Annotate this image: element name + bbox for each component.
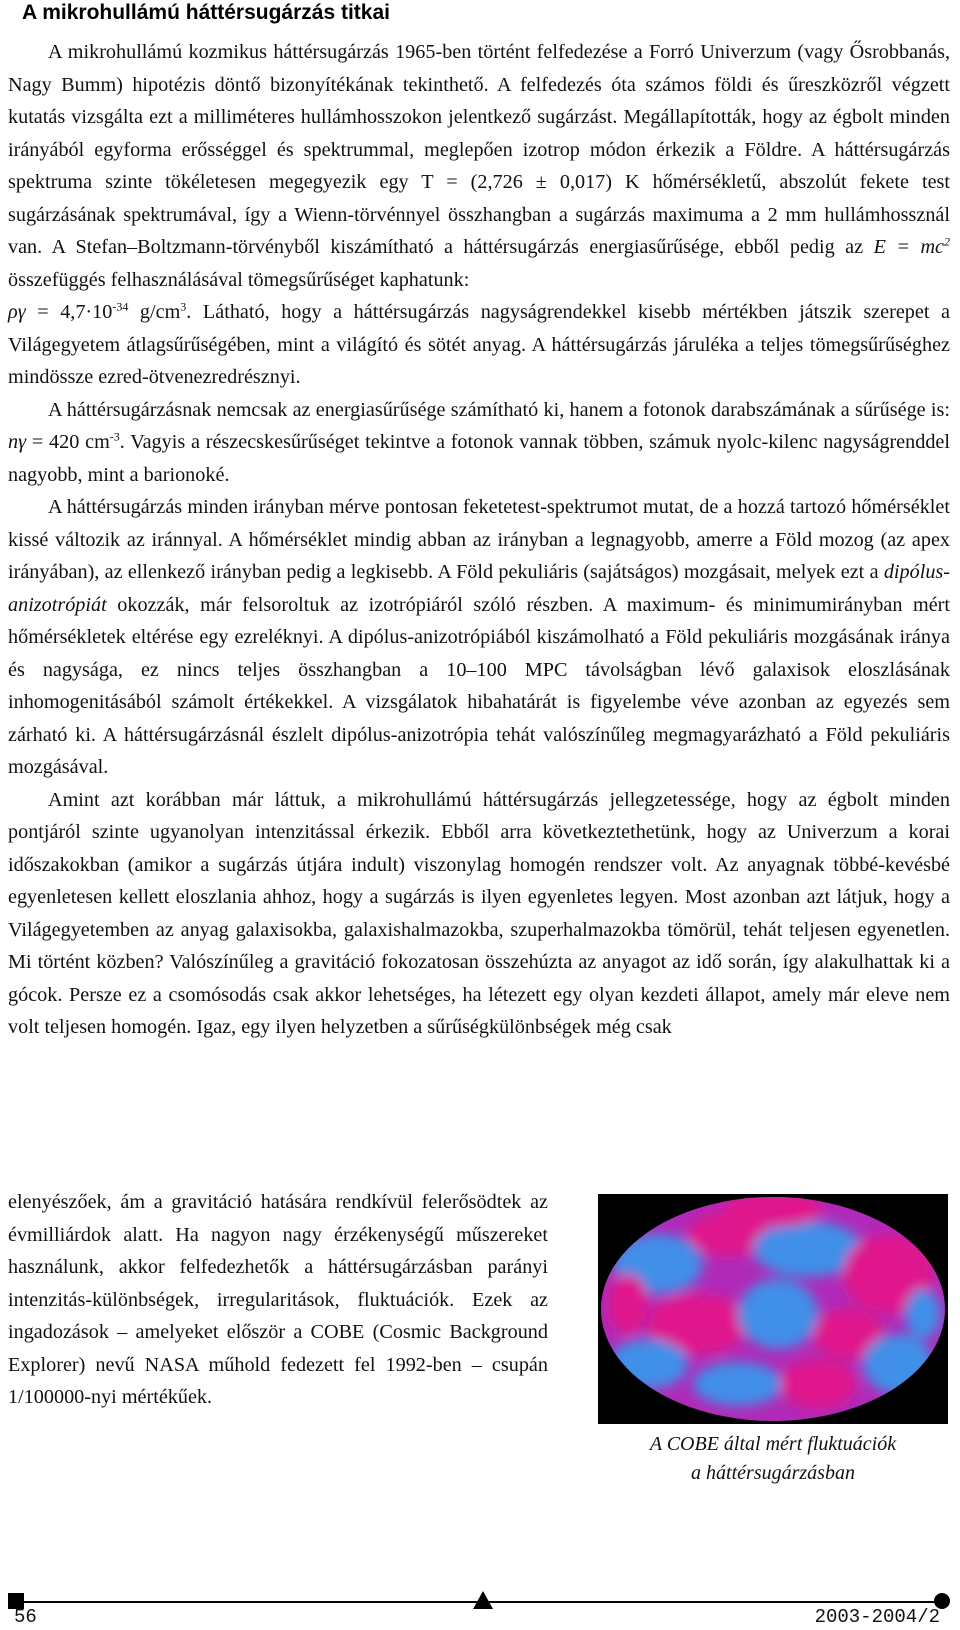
paragraph-4-continued: elenyészőek, ám a gravitáció hatására rendkívül felerősödtek az évmilliárdok alatt. Ha nagyon nagy érzékenységű műszereket használunk, akkor felfedezhetők a háttérsugárzásban parányi intenzitás-különbségek, irregularitások, fluktuációk. Ezek az ingadozások – amelyeket először a COBE (Cosmic Background Explorer) nevű NASA műhold fedezett fel 1992-ben – csupán 1/100000-nyi mértékűek. [8, 1191, 548, 1408]
caption-line-1: A COBE által mért fluktuációk [649, 1433, 897, 1455]
document-page [8, 0, 950, 1630]
cobe-figure [598, 1194, 948, 1488]
paragraph-4-continued-column [8, 1186, 548, 1414]
paragraph-1-text-b: összefüggés felhasználásával tömegsűrűséget kaphatunk: [8, 268, 470, 291]
section-heading: A mikrohullámú háttérsugárzás titkai [22, 1, 390, 24]
figure-caption [598, 1430, 948, 1488]
article-body [8, 36, 950, 1044]
paragraph-2: A háttérsugárzásnak nemcsak az energiasűrűsége számítható ki, hanem a fotonok darabszámának a sűrűsége is: nγ = 420 $cm^{-3}$. Vagyis a részecskesűrűséget tekintve a fotonok vannak többen, számuk nyolc-kilenc nagyságrenddel nagyobb, mint a barionoké. [8, 398, 950, 486]
page-number: 56 [14, 1606, 37, 1628]
caption-line-2: a háttérsugárzásban [691, 1462, 855, 1484]
cobe-sky-map-image [598, 1194, 948, 1424]
footer-triangle-marker [473, 1591, 493, 1609]
rho-symbol: ργ [8, 301, 26, 323]
paragraph-3-text-b: okozzák, már felsoroltuk az izotrópiáról szóló részben. A maximum- és minimumirányban mért hőmérsékletek eltérése egy ezreléknyi. A dipólus-anizotrópiából kiszámolható a Föld pekuliáris mozgásának iránya és nagysága, ez nincs teljes összhangban a 10–100 MPC távolságban lévő galaxisok eloszlásának inhomogenitásából számolt értékekkel. A vizsgálatok hibahatárát is figyelembe véve azonban az egyezés sem zárható ki. A háttérsugárzásnál észlelt dipólus-anizotrópia tehát valószínűleg megmagyarázható a Föld pekuliáris mozgásával. [8, 593, 950, 778]
formula-emc2: $E = mc^2$ [873, 234, 950, 258]
paragraph-4: Amint azt korábban már láttuk, a mikrohullámú háttérsugárzás jellegzetessége, hogy az égbolt minden pontjáról szinte ugyanolyan intenzitással érkezik. Ebből arra következtethetünk, hogy az Univerzum a korai időszakokban (amikor a sugárzás útjára indult) viszonylag homogén rendszer volt. Az anyagnak többé-kevésbé egyenletesen kellett eloszlania ahhoz, hogy a sugárzás is ilyen egyenletes legyen. Most azonban azt látjuk, hogy a Világegyetemben az anyag galaxisokba, galaxishalmazokba, szuperhalmazokba tömörül, tehát teljesen egyenetlen. Mi történt közben? Valószínűleg a gravitáció fokozatosan összehúzta az anyagot az idő során, így alakulhattak ki a gócok. Persze ez a csomósodás csak akkor lehetséges, ha létezett egy olyan kezdeti állapot, amely már eleve nem volt teljesen homogén. Igaz, egy ilyen helyzetben a sűrűségkülönbségek még csak [8, 788, 950, 1038]
paragraph-3 [8, 491, 950, 784]
paragraph-1-text-c: . Látható, hogy a háttérsugárzás nagyságrendekkel kisebb mértékben játszik szerepet a Világegyetem átlagsűrűségében, mint a világító és sötét anyag. A háttérsugárzás járuléka a teljes tömegsűrűséghez mindössze ezred-ötvenezredrésznyi. [8, 301, 951, 388]
paragraph-1-text-a: A mikrohullámú kozmikus háttérsugárzás 1965-ben történt felfedezése a Forró Univerzum (vagy Ősrobbanás, Nagy Bumm) hipotézis döntő bizonyítékának tekinthető. A felfedezés óta számos földi és űreszközről végzett kutatás vizsgálta ezt a milliméteres hullámhosszokon jelentkező sugárzást. Megállapították, hogy az égbolt minden irányából egyforma erősséggel és spektrummal, meglepően izotrop módon érkezik a Földre. A háttérsugárzás spektruma szinte tökéletesen megegyezik egy T = (2,726 ± 0,017) K hőmérsékletű, abszolút fekete test sugárzásának spektrumával, így a Wienn-törvénnyel összhangban a sugárzás maximuma a 2 mm hullámhossznál van. A Stefan–Boltzmann-törvényből kiszámítható a háttérsugárzás energiasűrűsége, ebből pedig az [8, 41, 950, 258]
n-value: = 420 cm [31, 431, 110, 453]
paragraph-2-text-a: A háttérsugárzásnak nemcsak az energiasűrűsége számítható ki, hanem a fotonok darabszámának a sűrűsége is: [48, 398, 950, 421]
figure-section [8, 1186, 950, 1516]
paragraph-3-text-a: A háttérsugárzás minden irányban mérve pontosan feketetest-spektrumot mutat, de a hozzá tartozó hőmérséklet kissé változik az iránnyal. A hőmérséklet mindig abban az irányban a legnagyobb, amerre a Föld mozog (az apex irányában), az ellenkező irányban pedig a legkisebb. A Föld pekuliáris (sajátságos) mozgásait, melyek ezt a [8, 496, 950, 583]
footer-rule [14, 1601, 946, 1603]
issue-number: 2003-2004/2 [814, 1606, 940, 1628]
rho-unit: g/cm [139, 301, 181, 323]
n-gamma-symbol: nγ [8, 431, 27, 453]
paragraph-2-text-b: . Vagyis a részecskesűrűséget tekintve a fotonok vannak többen, számuk nyolc-kilenc nagyságrenddel nagyobb, mint a barionoké. [8, 431, 950, 486]
rho-value: = 4,7·10 [37, 301, 113, 323]
paragraph-1: A mikrohullámú kozmikus háttérsugárzás 1965-ben történt felfedezése a Forró Univerzum (vagy Ősrobbanás, Nagy Bumm) hipotézis döntő bizonyítékának tekinthető. A felfedezés óta számos földi és űreszközről végzett kutatás vizsgálta ezt a milliméteres hullámhosszokon jelentkező sugárzást. Megállapították, hogy az égbolt minden irányából egyforma erősséggel és spektrummal, meglepően izotrop módon érkezik a Földre. A háttérsugárzás spektruma szinte tökéletesen megegyezik egy T = (2,726 ± 0,017) K hőmérsékletű, abszolút fekete test sugárzásának spektrumával, így a Wienn-törvénnyel összhangban a sugárzás maximuma a 2 mm hullámhossznál van. A Stefan–Boltzmann-törvényből kiszámítható a háttérsugárzás energiasűrűsége, ebből pedig az $E = mc^2$ összefüggés felhasználásával tömegsűrűséget kaphatunk: $\rho\gamma = 4,7\cdot 10^{-34}$ $g/cm^3$. Látható, hogy a háttérsugárzás nagyságrendekkel kisebb mértékben játszik szerepet a Világegyetem átlagsűrűségében, mint a világító és sötét anyag. A háttérsugárzás járuléka a teljes tömegsűrűséghez mindössze ezred-ötvenezredrésznyi. [8, 41, 951, 388]
dipole-anisotropy-term: dipólus-anizotrópiát [8, 561, 950, 616]
